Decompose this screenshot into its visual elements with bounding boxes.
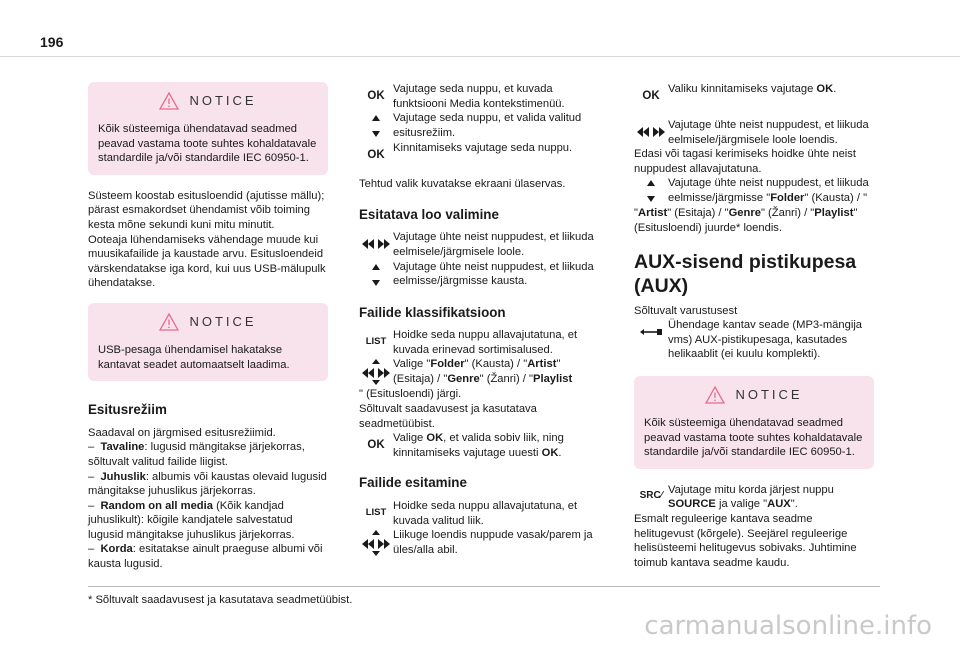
notice-box-2 xyxy=(88,303,328,381)
up-down-arrows-icon xyxy=(634,176,668,206)
notice-text: Kõik süsteemiga ühendatavad seadmed peavad vastama toote suhtes kohaldatavale standardile ja/või standardile IEC 60950-1. xyxy=(98,123,317,165)
paragraph-wait-time: Ooteaja lühendamiseks vähendage muude kui muusikafailide ja kaustade arvu. Esitusloendeid värskendatakse iga kord, kui uus USB-mälupulk ühendatakse. xyxy=(88,233,326,290)
instruction-text: Vajutage ühte neist nuppudest, et liikuda eelmisse/järgmisse "Folder" (Kausta) / " xyxy=(668,177,869,204)
warning-icon xyxy=(159,313,179,331)
instruction-text: Valige "Folder" (Kausta) / "Artist" (Esitaja) / "Genre" (Žanri) / "Playlist xyxy=(393,358,573,385)
column-2 xyxy=(359,82,599,558)
source-button-icon: SRC ∕ xyxy=(639,490,663,502)
instruction-text: Vajutage ühte neist nuppudest, et liikuda eelmisele/järgmisele loole loendis. xyxy=(668,119,869,146)
instruction-row xyxy=(359,357,599,387)
paragraph-availability: Sõltuvalt saadavusest ja kasutatava seadmetüübist. xyxy=(359,402,537,430)
instruction-text: Valige OK, et valida sobiv liik, ning kinnitamiseks vajutage uuesti OK. xyxy=(393,432,564,459)
notice-title: NOTICE xyxy=(735,386,803,402)
prev-next-arrows-icon xyxy=(634,118,668,146)
instruction-text: Vajutage mitu korda järjest nuppu SOURCE ja valige "AUX". xyxy=(668,483,834,511)
instruction-row xyxy=(359,328,599,357)
instruction-text-cont: "Artist" (Esitaja) / "Genre" (Žanri) / "Playlist" (Esitusloendi) juurde* loendis. xyxy=(634,207,858,234)
column-3 xyxy=(634,82,874,570)
instruction-row xyxy=(359,111,599,141)
instruction-text: Kinnitamiseks vajutage seda nuppu. xyxy=(393,142,573,155)
instruction-text: Valiku kinnitamiseks vajutage OK. xyxy=(668,83,837,95)
notice-header xyxy=(98,313,318,331)
mode-item: – Tavaline: lugusid mängitakse järjekorras, sõltuvalt valitud failide liigist. xyxy=(88,441,305,468)
column-1 xyxy=(88,82,328,572)
mode-item: – Random on all media (Kõik kandjad juhuslikult): kõigile kandjatele salvestatud lugusid mängitakse juhuslikus järjekorras. xyxy=(88,499,295,541)
page-number: 196 xyxy=(40,34,64,50)
four-way-arrows-icon xyxy=(359,528,393,558)
instruction-row xyxy=(634,483,874,512)
instruction-text: Vajutage seda nuppu, et valida valitud esitusrežiim. xyxy=(393,112,582,139)
ok-button-icon: OK xyxy=(367,438,385,451)
paragraph-equipment: Sõltuvalt varustusest xyxy=(634,304,738,317)
notice-text: Kõik süsteemiga ühendatavad seadmed peavad vastama toote suhtes kohaldatavale standardile ja/või standardile IEC 60950-1. xyxy=(644,416,863,459)
list-button-icon: LIST xyxy=(365,506,387,518)
ok-button-icon: OK xyxy=(642,89,660,102)
instruction-row xyxy=(634,82,874,110)
footnote: * Sõltuvalt saadavusest ja kasutatava seadmetüübist. xyxy=(88,594,353,606)
notice-text: USB-pesaga ühendamisel hakatakse kantavat seadet automaatselt laadima. xyxy=(98,343,290,371)
instruction-text: Ühendage kantav seade (MP3-mängija vms) AUX-pistikupesaga, kasutades helikaablit (ei kuulu komplekti). xyxy=(668,319,863,361)
watermark: carmanualsonline.info xyxy=(644,611,932,641)
instruction-row xyxy=(359,431,599,460)
heading-playback: Failide esitamine xyxy=(359,475,467,491)
instruction-text: Hoidke seda nuppu allavajutatuna, et kuvada erinevad sortimisalused. xyxy=(393,329,578,356)
aux-jack-icon xyxy=(634,318,668,346)
instruction-row xyxy=(359,82,599,111)
paragraph-playlists: Süsteem koostab esitusloendid (ajutisse mällu); pärast esmakordset ühendamist võib toiming kesta mõne sekundi kuni mitu minutit. xyxy=(88,189,325,231)
four-way-arrows-icon xyxy=(359,357,393,387)
notice-box-3 xyxy=(634,376,874,469)
ok-button-icon: OK xyxy=(367,89,385,102)
instruction-text: Vajutage ühte neist nuppudest, et liikuda eelmisse/järgmisse kausta. xyxy=(393,260,594,288)
heading-aux: AUX-sisend pistikupesa (AUX) xyxy=(634,250,857,297)
instruction-text-cont: " (Esitusloendi) järgi. xyxy=(359,388,462,401)
paragraph-scroll: Edasi või tagasi kerimiseks hoidke ühte neist nuppudest allavajutatuna. xyxy=(634,148,856,175)
prev-next-arrows-icon xyxy=(359,230,393,258)
instruction-text: Vajutage seda nuppu, et kuvada funktsiooni Media kontekstimenüü. xyxy=(393,83,565,110)
heading-classification: Failide klassifikatsioon xyxy=(359,304,506,320)
notice-title: NOTICE xyxy=(189,313,257,329)
footnote-divider xyxy=(88,586,880,587)
paragraph-selection: Tehtud valik kuvatakse ekraani ülaservas. xyxy=(359,178,566,191)
notice-header xyxy=(98,92,318,110)
paragraph-intro: Saadaval on järgmised esitusrežiimid. xyxy=(88,426,276,439)
mode-item: – Juhuslik: albumis või kaustas olevaid lugusid mängitakse juhuslikus järjekorras. xyxy=(88,470,327,498)
paragraph-volume: Esmalt reguleerige kantava seadme helitugevust (kõrgele). Seejärel reguleerige helisüsteemi helitugevus sobivaks. Juhtimine toimub kantava seadme kaudu. xyxy=(634,512,857,569)
instruction-row xyxy=(634,176,874,206)
notice-box-1 xyxy=(88,82,328,175)
ok-button-icon: OK xyxy=(367,148,385,161)
instruction-text: Hoidke seda nuppu allavajutatuna, et kuvada valitud liik. xyxy=(393,499,578,527)
mode-item: – Korda: esitatakse ainult praeguse albumi või kausta lugusid. xyxy=(88,543,323,571)
instruction-row xyxy=(359,141,599,169)
top-divider xyxy=(0,56,960,57)
warning-icon xyxy=(705,386,725,404)
instruction-row xyxy=(359,528,599,558)
instruction-row xyxy=(634,318,874,362)
instruction-text: Liikuge loendis nuppude vasak/parem ja üles/alla abil. xyxy=(393,529,593,556)
instruction-row xyxy=(359,230,599,259)
instruction-row xyxy=(634,118,874,147)
warning-icon xyxy=(159,92,179,110)
notice-header xyxy=(644,386,864,404)
instruction-text: Vajutage ühte neist nuppudest, et liikuda eelmisele/järgmisele loole. xyxy=(393,231,594,258)
instruction-row xyxy=(359,260,599,290)
heading-track-select: Esitatava loo valimine xyxy=(359,206,499,222)
up-down-arrows-icon xyxy=(359,111,393,141)
notice-title: NOTICE xyxy=(189,92,257,108)
list-button-icon: LIST xyxy=(365,335,387,347)
heading-esitusreziim: Esitusrežiim xyxy=(88,402,167,418)
instruction-row xyxy=(359,499,599,528)
up-down-arrows-icon xyxy=(359,260,393,290)
